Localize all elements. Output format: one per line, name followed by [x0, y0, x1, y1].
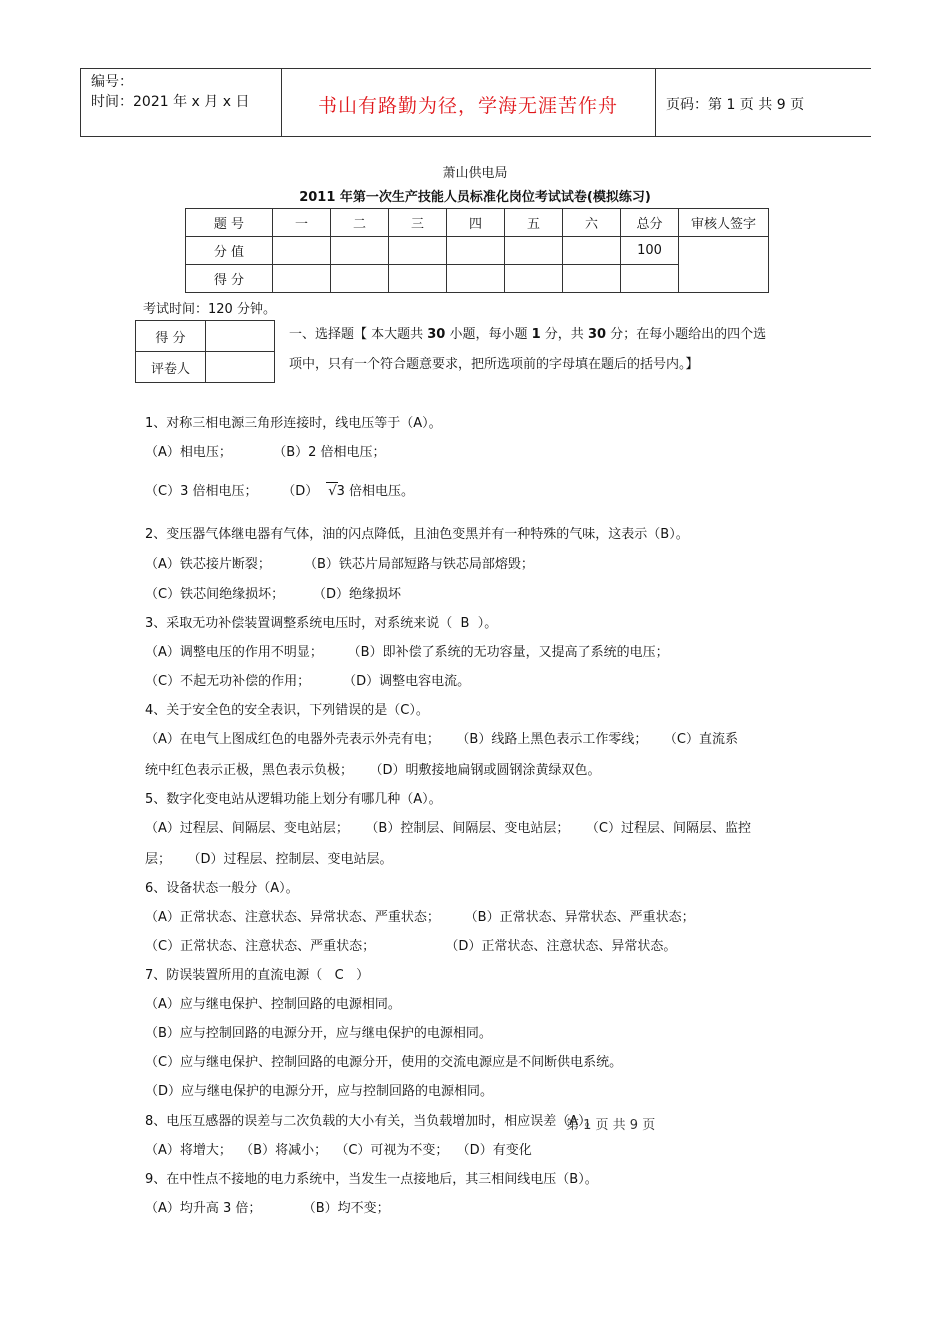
score-cell	[331, 237, 389, 265]
code-label: 编号：	[91, 74, 133, 90]
grader-score-label: 得 分	[136, 321, 206, 352]
score-cell: 题 号	[186, 209, 273, 237]
section-text: 小题，每小题	[445, 327, 532, 342]
question-3-options-ab: （A）调整电压的作用不明显； （B）即补偿了系统的无功容量，又提高了系统的电压；	[145, 645, 669, 660]
question-6-options-cd: （C）正常状态、注意状态、严重状态； （D）正常状态、注意状态、异常状态。	[145, 939, 677, 954]
question-6-options-ab: （A）正常状态、注意状态、异常状态、严重状态； （B）正常状态、异常状态、严重状态；	[145, 910, 695, 925]
question-3-options-cd: （C）不起无功补偿的作用； （D）调整电容电流。	[145, 674, 471, 689]
score-cell: 一	[273, 209, 331, 237]
section-text: 分；在每小题给出的四个选	[606, 327, 767, 342]
page-label: 页码：第 1 页 共 9 页	[666, 97, 805, 113]
score-table	[185, 208, 769, 293]
score-row-value	[186, 237, 769, 265]
question-2-options-ab: （A）铁芯接片断裂； （B）铁芯片局部短路与铁芯局部熔毁；	[145, 557, 534, 572]
question-9: 9、在中性点不接地的电力系统中，当发生一点接地后，其三相间线电压（B）。	[145, 1172, 598, 1187]
question-7-option-c: （C）应与继电保护、控制回路的电源分开，使用的交流电源应是不间断供电系统。	[145, 1055, 623, 1070]
question-4: 4、关于安全色的安全表识，下列错误的是（C）。	[145, 703, 429, 718]
score-cell: 五	[505, 209, 563, 237]
question-5: 5、数字化变电站从逻辑功能上划分有哪几种（A）。	[145, 792, 442, 807]
question-4-options-line2: 统中红色表示正极，黑色表示负极； （D）明敷接地扁钢或圆钢涂黄绿双色。	[145, 763, 601, 778]
grader-name-label: 评卷人	[136, 352, 206, 383]
header-right-cell	[656, 69, 871, 136]
motto: 书山有路勤为径，学海无涯苦作舟	[317, 95, 618, 117]
question-7-option-a: （A）应与继电保护、控制回路的电源相同。	[145, 997, 401, 1012]
question-4-options-line1: （A）在电气上图成红色的电器外壳表示外壳有电； （B）线路上黑色表示工作零线； （C）直流系	[145, 732, 738, 747]
score-row-header	[186, 209, 769, 237]
score-cell: 100	[621, 237, 679, 265]
header-left-cell	[81, 69, 282, 136]
question-7: 7、防误装置所用的直流电源（ C ）	[145, 968, 370, 983]
score-cell	[447, 265, 505, 293]
option-text: 倍相电压。	[349, 484, 415, 499]
score-cell: 六	[563, 209, 621, 237]
grader-score-value	[206, 321, 275, 352]
score-cell	[505, 237, 563, 265]
section-count: 30	[427, 327, 446, 342]
question-3: 3、采取无功补偿装置调整系统电压时，对系统来说（ B ）。	[145, 616, 498, 631]
section-points: 1	[531, 327, 541, 342]
score-cell	[563, 265, 621, 293]
score-cell	[389, 265, 447, 293]
question-5-options-line1: （A）过程层、间隔层、变电站层； （B）控制层、间隔层、变电站层； （C）过程层、间隔层、监控	[145, 821, 751, 836]
section-text: 项中，只有一个符合题意要求，把所选项前的字母填在题后的括号内。】	[289, 357, 699, 372]
score-cell	[505, 265, 563, 293]
header-box	[80, 68, 871, 137]
question-2: 2、变压器气体继电器有气体，油的闪点降低，且油色变黑并有一种特殊的气味，这表示（B）。	[145, 527, 689, 542]
org-title: 萧山供电局	[442, 166, 508, 181]
section-total: 30	[587, 327, 607, 342]
question-5-options-line2: 层； （D）过程层、控制层、变电站层。	[145, 852, 393, 867]
score-cell: 审核人签字	[679, 209, 769, 237]
score-cell	[389, 237, 447, 265]
section-text: 一、选择题【 本大题共	[289, 327, 428, 342]
sqrt-symbol: √ 3	[328, 484, 345, 499]
score-cell	[273, 237, 331, 265]
question-1-options-cd	[145, 480, 414, 499]
exam-time: 考试时间：120 分钟。	[143, 302, 276, 317]
section-text: 分，共	[540, 327, 588, 342]
option-text: （C）3 倍相电压； （D）	[145, 484, 319, 499]
section-heading	[289, 320, 814, 380]
score-cell	[621, 265, 679, 293]
footer-page-number: 第 1 页 共 9 页	[566, 1118, 656, 1133]
question-7-option-d: （D）应与继电保护的电源分开，应与控制回路的电源相同。	[145, 1084, 494, 1099]
score-cell: 三	[389, 209, 447, 237]
question-6: 6、设备状态一般分（A）。	[145, 881, 299, 896]
question-7-option-b: （B）应与控制回路的电源分开，应与继电保护的电源相同。	[145, 1026, 492, 1041]
score-cell: 总分	[621, 209, 679, 237]
score-cell	[331, 265, 389, 293]
reviewer-signature-cell	[679, 237, 769, 293]
score-cell: 分 值	[186, 237, 273, 265]
sqrt-radicand: 3	[336, 484, 345, 499]
header-center-cell	[281, 69, 656, 136]
question-1-options-ab: （A）相电压； （B）2 倍相电压；	[145, 445, 386, 460]
grader-table	[135, 320, 275, 383]
score-cell	[563, 237, 621, 265]
question-9-options-ab: （A）均升高 3 倍； （B）均不变；	[145, 1201, 390, 1216]
exam-title: 2011 年第一次生产技能人员标准化岗位考试试卷(模拟练习)	[299, 190, 651, 205]
question-8-options: （A）将增大； （B）将减小； （C）可视为不变； （D）有变化	[145, 1143, 532, 1158]
score-cell	[273, 265, 331, 293]
grader-name-value	[206, 352, 275, 383]
score-cell: 得 分	[186, 265, 273, 293]
score-cell	[447, 237, 505, 265]
score-cell: 四	[447, 209, 505, 237]
time-label: 时间：2021 年 x 月 x 日	[91, 94, 250, 110]
question-8: 8、电压互感器的误差与二次负载的大小有关，当负载增加时，相应误差（A）。	[145, 1114, 598, 1129]
question-1: 1、对称三相电源三角形连接时，线电压等于（A）。	[145, 416, 442, 431]
score-cell: 二	[331, 209, 389, 237]
question-2-options-cd: （C）铁芯间绝缘损坏； （D）绝缘损坏	[145, 587, 402, 602]
